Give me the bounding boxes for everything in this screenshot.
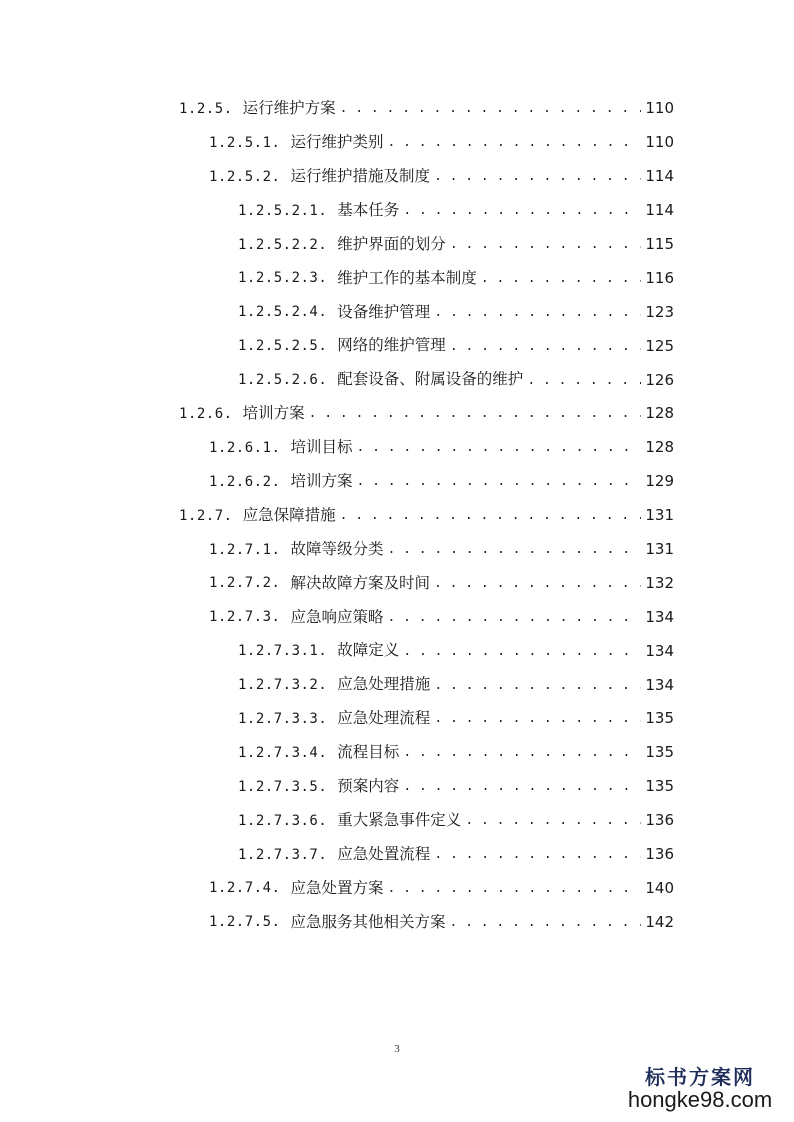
toc-dot-leader: [434, 577, 641, 590]
toc-dot-leader: [465, 814, 641, 827]
toc-entry[interactable]: [0, 228, 794, 262]
watermark-site-name: 标书方案网: [645, 1064, 755, 1089]
toc-entry-title: 培训方案: [242, 404, 305, 423]
toc-entry-title: 应急处置流程: [337, 844, 431, 863]
toc-entry[interactable]: [0, 431, 794, 465]
toc-entry-title: 重大紧急事件定义: [337, 810, 462, 829]
toc-dot-leader: [356, 475, 641, 488]
toc-entry-title: 故障定义: [337, 641, 400, 660]
toc-entry-title: 维护界面的划分: [337, 234, 446, 253]
toc-entry-number: 1.2.6.1.: [209, 439, 281, 456]
toc-entry-number: 1.2.5.2.1.: [238, 202, 328, 219]
toc-entry[interactable]: [0, 600, 794, 634]
toc-entry-number: 1.2.5.2.6.: [238, 372, 328, 389]
toc-entry[interactable]: [0, 329, 794, 363]
toc-entry-title: 应急处理措施: [337, 675, 431, 694]
toc-entry-page: 136: [645, 845, 674, 864]
toc-entry[interactable]: [0, 566, 794, 600]
toc-entry[interactable]: [0, 397, 794, 431]
toc-entry[interactable]: [0, 194, 794, 228]
toc-entry[interactable]: [0, 804, 794, 838]
toc-entry-number: 1.2.7.3.4.: [238, 744, 328, 761]
toc-entry[interactable]: [0, 126, 794, 160]
toc-dot-leader: [403, 204, 641, 217]
toc-entry-number: 1.2.6.2.: [209, 473, 281, 490]
toc-entry-page: 142: [645, 912, 674, 931]
toc-entry-title: 维护工作的基本制度: [337, 268, 477, 287]
watermark-site-url: hongke98.com: [627, 1086, 773, 1112]
table-of-contents: [0, 92, 794, 939]
toc-entry-number: 1.2.7.3.: [209, 609, 281, 626]
toc-entry-number: 1.2.5.2.2.: [238, 236, 328, 253]
toc-entry-title: 基本任务: [337, 200, 400, 219]
toc-dot-leader: [450, 340, 642, 353]
toc-entry-number: 1.2.7.4.: [209, 880, 281, 897]
toc-entry-title: 设备维护管理: [337, 302, 431, 321]
toc-entry-title: 流程目标: [337, 743, 400, 762]
toc-entry-page: 125: [645, 336, 674, 355]
toc-entry-page: 135: [645, 777, 674, 796]
toc-entry-title: 运行维护措施及制度: [290, 166, 430, 185]
toc-entry[interactable]: [0, 634, 794, 668]
toc-dot-leader: [403, 746, 641, 759]
toc-entry-title: 应急保障措施: [242, 505, 336, 524]
toc-entry-number: 1.2.7.: [179, 507, 233, 524]
toc-entry-number: 1.2.7.3.6.: [238, 812, 328, 829]
toc-entry[interactable]: [0, 92, 794, 126]
toc-dot-leader: [387, 882, 641, 895]
toc-dot-leader: [481, 272, 642, 285]
toc-entry-page: 126: [645, 370, 674, 389]
toc-entry-number: 1.2.7.3.2.: [238, 677, 328, 694]
watermark-logo: [620, 1066, 780, 1112]
toc-entry[interactable]: [0, 736, 794, 770]
toc-dot-leader: [450, 238, 642, 251]
toc-entry[interactable]: [0, 871, 794, 905]
toc-entry-page: 134: [645, 607, 674, 626]
toc-entry-number: 1.2.5.2.: [209, 168, 281, 185]
page-number: 3: [394, 1043, 400, 1055]
toc-entry[interactable]: [0, 668, 794, 702]
toc-entry-page: 135: [645, 709, 674, 728]
toc-entry-page: 123: [645, 302, 674, 321]
toc-entry-title: 运行维护方案: [242, 99, 336, 118]
toc-entry[interactable]: [0, 160, 794, 194]
toc-dot-leader: [434, 679, 641, 692]
toc-dot-leader: [356, 441, 641, 454]
toc-entry-page: 131: [645, 540, 674, 559]
toc-dot-leader: [340, 509, 642, 522]
toc-dot-leader: [387, 136, 641, 149]
toc-entry-title: 培训目标: [290, 438, 353, 457]
toc-dot-leader: [403, 645, 641, 658]
toc-entry-title: 故障等级分类: [290, 539, 384, 558]
toc-dot-leader: [387, 543, 641, 556]
toc-entry-number: 1.2.7.2.: [209, 575, 281, 592]
toc-entry-page: 132: [645, 573, 674, 592]
toc-entry-number: 1.2.5.: [179, 100, 233, 117]
toc-entry-number: 1.2.7.3.1.: [238, 643, 328, 660]
toc-entry-page: 110: [645, 133, 674, 152]
toc-entry-title: 解决故障方案及时间: [290, 573, 430, 592]
toc-entry-page: 116: [645, 268, 674, 287]
toc-entry-number: 1.2.6.: [179, 405, 233, 422]
toc-entry[interactable]: [0, 363, 794, 397]
toc-dot-leader: [527, 374, 641, 387]
toc-entry[interactable]: [0, 465, 794, 499]
toc-entry[interactable]: [0, 838, 794, 872]
toc-entry-number: 1.2.5.2.5.: [238, 338, 328, 355]
toc-entry-page: 131: [645, 506, 674, 525]
toc-dot-leader: [403, 780, 641, 793]
toc-entry-title: 网络的维护管理: [337, 336, 446, 355]
toc-entry-page: 135: [645, 743, 674, 762]
toc-entry-number: 1.2.5.1.: [209, 134, 281, 151]
toc-entry-number: 1.2.7.3.3.: [238, 710, 328, 727]
toc-entry-page: 110: [645, 99, 674, 118]
toc-entry-number: 1.2.7.3.5.: [238, 778, 328, 795]
toc-entry[interactable]: [0, 702, 794, 736]
toc-dot-leader: [434, 306, 641, 319]
toc-entry-title: 配套设备、附属设备的维护: [337, 370, 524, 389]
toc-entry-page: 134: [645, 641, 674, 660]
toc-dot-leader: [434, 848, 641, 861]
toc-entry[interactable]: [0, 261, 794, 295]
toc-entry[interactable]: [0, 295, 794, 329]
toc-dot-leader: [449, 916, 641, 929]
toc-dot-leader: [434, 170, 641, 183]
toc-entry-title: 应急处理流程: [337, 709, 431, 728]
toc-entry-number: 1.2.7.1.: [209, 541, 281, 558]
toc-entry-number: 1.2.5.2.3.: [238, 270, 328, 287]
toc-dot-leader: [340, 102, 642, 115]
toc-entry[interactable]: [0, 499, 794, 533]
toc-entry-page: 128: [645, 438, 674, 457]
toc-entry[interactable]: [0, 905, 794, 939]
toc-entry-title: 预案内容: [337, 777, 400, 795]
toc-entry-number: 1.2.7.3.7.: [238, 846, 328, 863]
toc-entry-page: 134: [645, 675, 674, 694]
toc-entry-page: 115: [645, 235, 674, 253]
toc-entry-title: 应急服务其他相关方案: [290, 912, 446, 931]
toc-entry-title: 应急响应策略: [290, 607, 384, 626]
toc-entry-page: 128: [645, 404, 674, 423]
toc-dot-leader: [434, 712, 641, 725]
toc-entry-title: 应急处置方案: [290, 878, 384, 897]
toc-entry-title: 运行维护类别: [290, 133, 384, 152]
toc-entry-number: 1.2.5.2.4.: [238, 304, 328, 321]
toc-entry-page: 140: [645, 878, 674, 897]
toc-entry-page: 114: [645, 201, 674, 220]
toc-entry-title: 培训方案: [290, 471, 353, 490]
toc-entry-page: 114: [645, 167, 674, 186]
toc-entry[interactable]: [0, 770, 794, 804]
toc-dot-leader: [309, 407, 642, 420]
toc-entry-number: 1.2.7.5.: [209, 914, 281, 931]
toc-entry-page: 136: [645, 811, 674, 830]
toc-dot-leader: [387, 611, 641, 624]
toc-entry-page: 129: [645, 472, 674, 491]
toc-entry[interactable]: [0, 533, 794, 567]
